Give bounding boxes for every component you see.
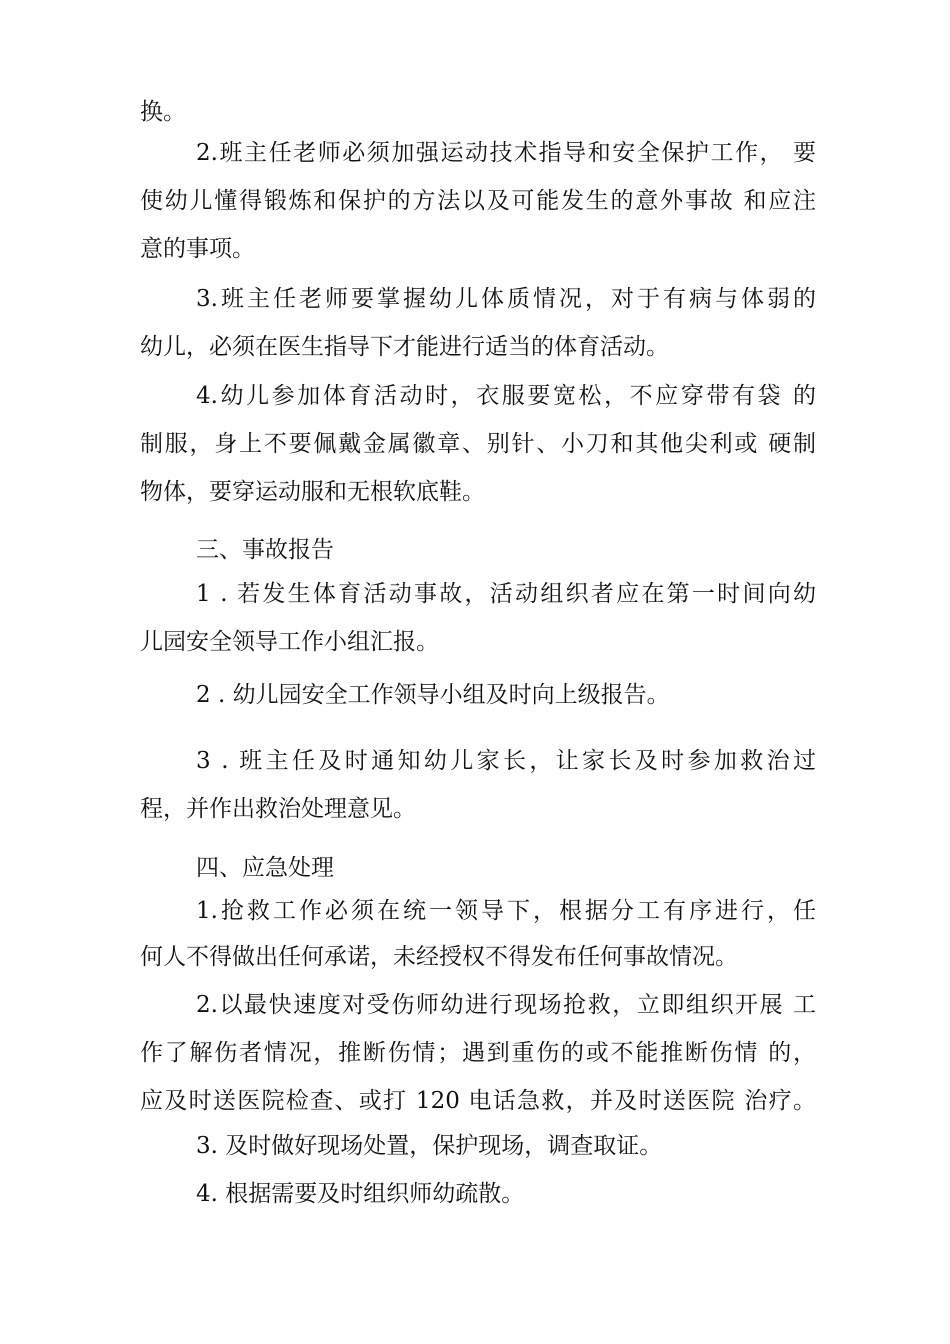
section-heading: 三、事故报告: [196, 537, 334, 563]
text-line: 3. 及时做好现场处置，保护现场，调查取证。: [196, 1133, 663, 1159]
text-line: 使幼儿懂得锻炼和保护的方法以及可能发生的意外事故 和应注: [140, 188, 816, 214]
text-line: 程，并作出救治处理意见。: [140, 796, 416, 822]
text-line: 2.班主任老师必须加强运动技术指导和安全保护工作， 要: [196, 140, 816, 166]
text-line: 4. 根据需要及时组织师幼疏散。: [196, 1181, 525, 1207]
text-line: 2 . 幼儿园安全工作领导小组及时向上级报告。: [196, 682, 670, 708]
text-line: 3.班主任老师要掌握幼儿体质情况，对于有病与体弱的: [196, 286, 816, 312]
text-line: 1.抢救工作必须在统一领导下，根据分工有序进行，任: [196, 898, 816, 924]
text-line: 作了解伤者情况，推断伤情；遇到重伤的或不能推断伤情 的，: [140, 1040, 816, 1066]
text-line: 儿园安全领导工作小组汇报。: [140, 629, 439, 655]
text-line: 意的事项。: [140, 236, 255, 262]
text-line: 2.以最快速度对受伤师幼进行现场抢救，立即组织开展 工: [196, 992, 816, 1018]
text-line: 应及时送医院检查、或打 120 电话急救，并及时送医院 治疗。: [140, 1088, 816, 1114]
section-heading: 四、应急处理: [196, 855, 334, 881]
text-line: 物体，要穿运动服和无根软底鞋。: [140, 479, 485, 505]
text-line: 4.幼儿参加体育活动时，衣服要宽松，不应穿带有袋 的: [196, 383, 816, 409]
text-line: 幼儿，必须在医生指导下才能进行适当的体育活动。: [140, 334, 669, 360]
text-line: 换。: [140, 99, 186, 125]
text-line: 3 . 班主任及时通知幼儿家长，让家长及时参加救治过: [196, 748, 816, 774]
text-line: 何人不得做出任何承诺，未经授权不得发布任何事故情况。: [140, 944, 738, 970]
text-line: 制服，身上不要佩戴金属徽章、别针、小刀和其他尖利或 硬制: [140, 431, 816, 457]
text-line: 1 . 若发生体育活动事故，活动组织者应在第一时间向幼: [196, 581, 816, 607]
